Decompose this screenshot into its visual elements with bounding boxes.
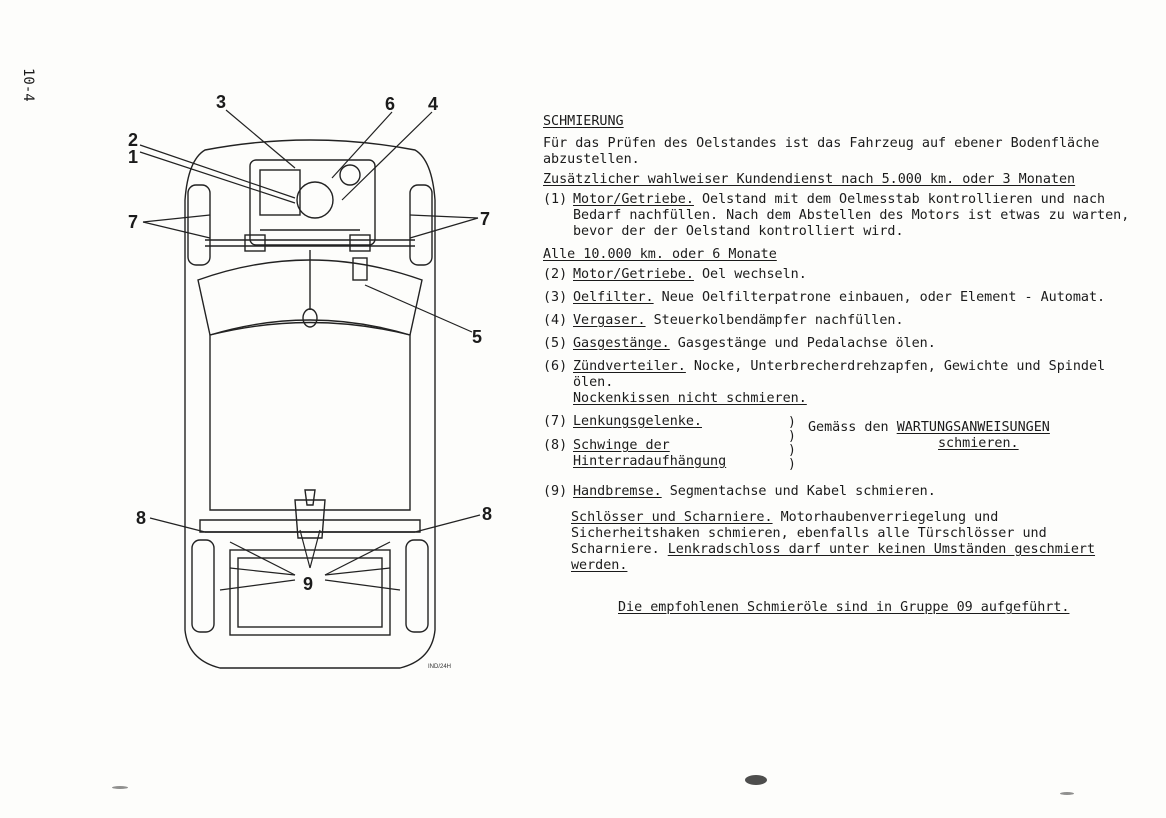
callout-3: 3 (216, 92, 227, 112)
callout-2: 2 (128, 130, 139, 150)
callout-1: 1 (128, 147, 139, 167)
item-5: (5) Gasgestänge. Gasgestänge und Pedalachse ölen. (543, 336, 936, 351)
scan-mark (112, 786, 128, 789)
item-4: (4) Vergaser. Steuerkolbendämpfer nachfüllen. (543, 313, 904, 328)
group-note: Gemäss den WARTUNGSANWEISUNGEN schmieren. (808, 420, 1050, 451)
item-9: (9) Handbremse. Segmentachse und Kabel schmieren. (543, 484, 936, 499)
item-2: (2) Motor/Getriebe. Oel wechseln. (543, 267, 807, 282)
locks-paragraph: Schlösser und Scharniere. Motorhaubenverriegelung und Sicherheitshaken schmieren, ebenfalls alle Türschlösser und Scharniere. Lenkradschloss darf unter keinen Umständen geschmiert werden. (571, 510, 1096, 573)
callout-9: 9 (303, 574, 314, 594)
item-6: (6) Zündverteiler. Nocke, Unterbrecherdrehzapfen, Gewichte und Spindel ölen. Nockenkissen nicht schmieren. (543, 359, 1106, 406)
heading: SCHMIERUNG (543, 114, 624, 129)
callout-7-right: 7 (480, 209, 491, 229)
callout-4: 4 (428, 94, 439, 114)
item-1: (1) Motor/Getriebe. Oelstand mit dem Oelmesstab kontrollieren und nach Bedarf nachfüllen. Nach dem Abstellen des Motors ist etwas zu warten, bevor der der Oelstand kontrolliert wird. (543, 192, 1130, 239)
items-7-8-group (543, 414, 1143, 478)
intro-text: Für das Prüfen des Oelstandes ist das Fahrzeug auf ebener Bodenfläche abzustellen. (543, 136, 1100, 167)
footer-note: Die empfohlenen Schmieröle sind in Gruppe 09 aufgeführt. (618, 600, 1070, 615)
diagram-code: IND/24H (428, 664, 452, 670)
page-number: 10-4 (20, 68, 36, 102)
item-3: (3) Oelfilter. Neue Oelfilterpatrone einbauen, oder Element - Automat. (543, 290, 1106, 305)
lubrication-diagram (110, 90, 510, 690)
item-7: (7) Lenkungsgelenke. (543, 414, 702, 429)
item-8: (8) Schwinge der Hinterradaufhängung (543, 438, 727, 469)
callout-7-left: 7 (128, 212, 139, 232)
callout-8-right: 8 (482, 504, 493, 524)
scan-mark (745, 775, 767, 785)
callout-6: 6 (385, 94, 396, 114)
section-10000km: Alle 10.000 km. oder 6 Monate (543, 247, 777, 262)
scan-mark (1060, 792, 1074, 795)
section-5000km: Zusätzlicher wahlweiser Kundendienst nach 5.000 km. oder 3 Monaten (543, 172, 1076, 187)
brace: ) ) ) ) (788, 415, 796, 472)
callout-8-left: 8 (136, 508, 147, 528)
callout-5: 5 (472, 327, 483, 347)
lubrication-text (543, 114, 1143, 616)
